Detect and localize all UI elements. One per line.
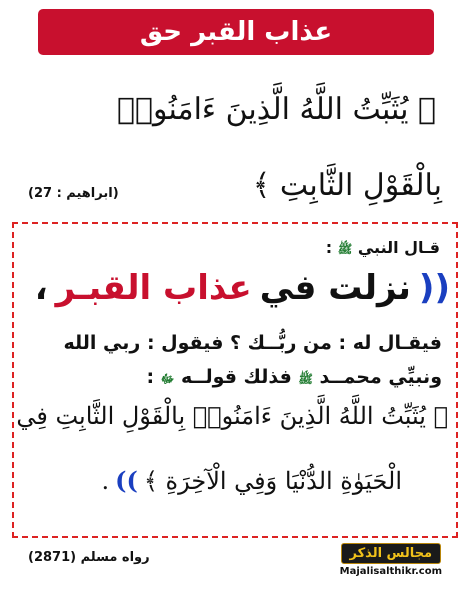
headline-red-text: عذاب القبـر bbox=[55, 268, 252, 308]
page-title: عذاب القبر حق bbox=[139, 17, 333, 47]
intro-text: قـال النبي bbox=[357, 238, 440, 257]
hadith-source: رواه مسلم (2871) bbox=[28, 550, 150, 565]
saw-glyph: ﷺ bbox=[337, 242, 353, 256]
end-period: . bbox=[101, 466, 110, 495]
hadith-line-1: فيقـال له : من ربُّــك ؟ فيقول : ربي الله bbox=[63, 332, 442, 354]
verse-text-2: بِالْقَوْلِ الثَّابِتِ ﴾ bbox=[252, 168, 442, 203]
title-banner bbox=[38, 9, 434, 55]
headline-text: نزلت في bbox=[259, 268, 411, 308]
line2-part-b: فذلك قولــه bbox=[180, 366, 292, 388]
headline-comma: ، bbox=[34, 268, 48, 308]
line2-part-c: : bbox=[146, 366, 155, 388]
intro-colon: : bbox=[325, 238, 333, 257]
brand-logo bbox=[340, 543, 442, 577]
jj-glyph: ﷻ bbox=[160, 372, 175, 386]
hadith-line-2 bbox=[147, 366, 442, 389]
hadith-intro bbox=[326, 238, 440, 259]
close-brackets: )) bbox=[115, 466, 138, 495]
saw-glyph-2: ﷺ bbox=[298, 372, 313, 386]
open-brackets: (( bbox=[418, 268, 450, 308]
hadith-verse-line-1 bbox=[16, 402, 448, 430]
quran-verse-line-2 bbox=[253, 168, 442, 203]
hadith-verse-line-2 bbox=[101, 466, 402, 495]
hadith-headline bbox=[35, 268, 450, 308]
verse-text-1: ﴿ يُثَبِّتُ اللَّهُ الَّذِينَ ءَامَنُوا۟ bbox=[116, 92, 436, 127]
logo-site: Majalisalthikr.com bbox=[339, 566, 442, 577]
line2-part-a: ونبيِّي محمــد bbox=[319, 366, 442, 388]
logo-name: مجالس الذكر bbox=[341, 543, 442, 564]
hadith-verse-text-1: ﴿ يُثَبِّتُ اللَّهُ الَّذِينَ ءَامَنُوا۟ بِالْقَوْلِ الثَّابِتِ فِي bbox=[16, 402, 448, 430]
quran-verse-line-1 bbox=[117, 92, 436, 127]
hadith-verse-text-2: الْحَيَوٰةِ الدُّنْيَا وَفِي الْآخِرَةِ ﴾ bbox=[143, 466, 402, 495]
verse-reference: (ابراهيم : 27) bbox=[28, 186, 119, 201]
